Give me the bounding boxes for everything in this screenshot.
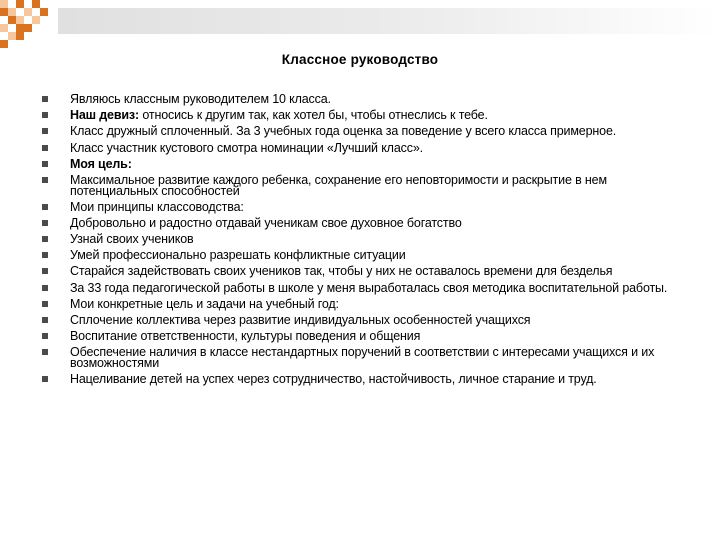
item-text: Добровольно и радостно отдавай ученикам свое духовное богатство	[70, 215, 462, 230]
item-text: Узнай своих учеников	[70, 232, 194, 247]
item-text: Сплочение коллектива через развитие индивидуальных особенностей учащихся	[70, 313, 531, 328]
square-bullet-icon	[42, 252, 48, 258]
square-bullet-icon	[42, 285, 48, 291]
square-bullet-icon	[42, 317, 48, 323]
item-text: Умей профессионально разрешать конфликтные ситуации	[70, 248, 406, 263]
item-text: Являюсь классным руководителем 10 класса.	[70, 92, 331, 106]
square-bullet-icon	[42, 177, 48, 183]
list-item	[42, 374, 692, 385]
square-bullet-icon	[42, 349, 48, 355]
item-text: Обеспечение наличия в классе нестандартных поручений в соответствии с интересами учащихся и их возможностями	[70, 345, 655, 370]
list-item	[42, 250, 692, 261]
list-item	[42, 315, 692, 326]
item-text: Нацеливание детей на успех через сотрудничество, настойчивость, личное старание и труд.	[70, 372, 597, 387]
item-text: Максимальное развитие каждого ребенка, сохранение его неповторимости и раскрытие в нем потенциальных способностей	[70, 172, 607, 198]
item-label: Моя цель:	[70, 156, 132, 171]
list-item	[42, 266, 692, 277]
list-item	[42, 215, 692, 230]
square-bullet-icon	[42, 333, 48, 339]
item-text: Класс участник кустового смотра номинации «Лучший класс».	[70, 140, 423, 155]
square-bullet-icon	[42, 96, 48, 102]
square-bullet-icon	[42, 161, 48, 167]
list-item	[42, 296, 692, 311]
item-text: Воспитание ответственности, культуры поведения и общения	[70, 329, 421, 344]
square-bullet-icon	[42, 145, 48, 151]
item-text: Мои принципы классоводства:	[70, 199, 244, 214]
square-bullet-icon	[42, 220, 48, 226]
slide-title: Классное руководство	[281, 52, 439, 67]
bullet-list	[42, 94, 692, 390]
item-text: Класс дружный сплоченный. За 3 учебных года оценка за поведение у всего класса примерное.	[70, 124, 617, 139]
square-bullet-icon	[42, 268, 48, 274]
list-item	[42, 331, 692, 342]
square-bullet-icon	[42, 376, 48, 382]
square-bullet-icon	[42, 236, 48, 242]
list-item	[42, 110, 692, 121]
item-text: Старайся задействовать своих учеников так, чтобы у них не оставалось времени для безделья	[70, 264, 613, 279]
item-text: Мои конкретные цель и задачи на учебный год:	[70, 296, 339, 311]
list-item	[42, 280, 692, 295]
list-item	[42, 199, 692, 214]
square-bullet-icon	[42, 112, 48, 118]
item-text: относись к другим так, как хотел бы, чтобы отнеслись к тебе.	[139, 108, 488, 123]
square-bullet-icon	[42, 128, 48, 134]
list-item	[42, 140, 692, 155]
list-item	[42, 156, 692, 171]
list-item	[42, 126, 692, 137]
square-bullet-icon	[42, 204, 48, 210]
list-item	[42, 347, 692, 368]
list-item	[42, 94, 692, 105]
item-label: Наш девиз:	[70, 108, 140, 123]
item-text: За 33 года педагогической работы в школе у меня выработалась своя методика воспитательной работы.	[70, 280, 668, 295]
corner-decoration	[0, 0, 720, 50]
list-item	[42, 172, 692, 198]
square-bullet-icon	[42, 301, 48, 307]
list-item	[42, 234, 692, 245]
